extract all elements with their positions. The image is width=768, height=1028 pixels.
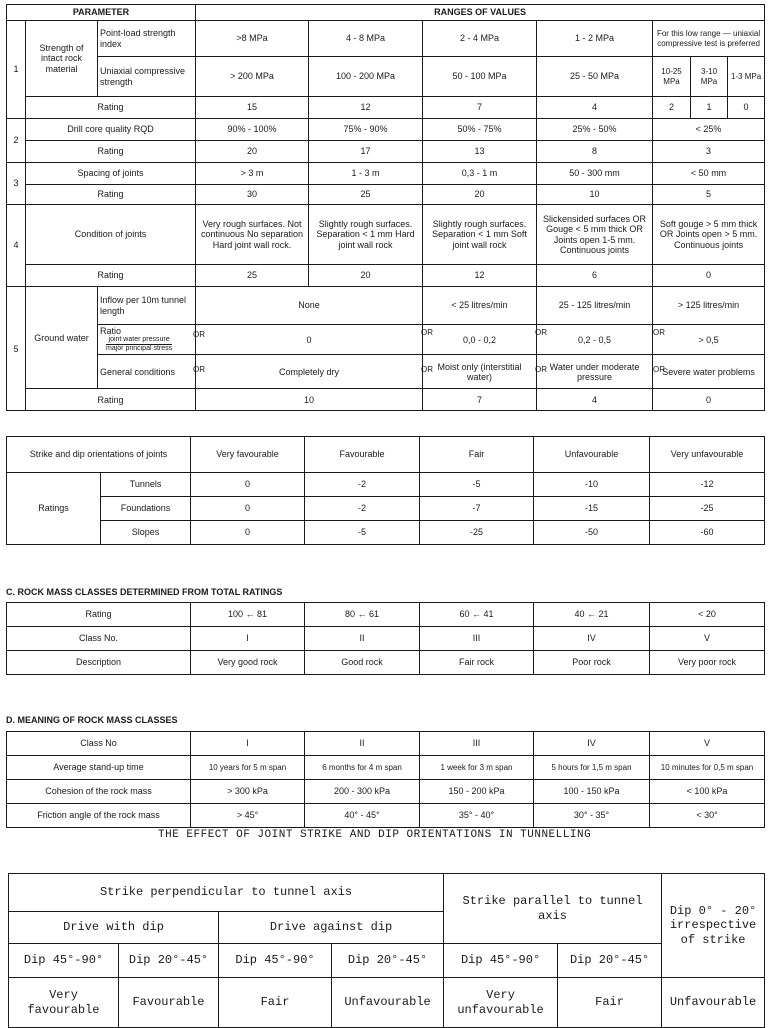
rating-value: 7 — [423, 389, 537, 411]
rating-label: Rating — [26, 265, 196, 287]
spacing-value: > 3 m — [196, 163, 309, 185]
dip-range: Dip 45°-90° — [9, 944, 119, 978]
rating-value: 5 — [653, 185, 765, 205]
param-number: 4 — [7, 205, 26, 287]
rqd-value: 75% - 90% — [309, 119, 423, 141]
adjustment-value: -2 — [305, 473, 420, 497]
dip-irrespective-header: Dip 0° - 20° irrespective of strike — [662, 874, 765, 978]
rating-value: 8 — [537, 141, 653, 163]
rating-value: 0 — [653, 265, 765, 287]
rating-value: 3 — [653, 141, 765, 163]
or-marker: OR — [421, 365, 433, 374]
condition-value: Slickensided surfaces OR Gouge < 5 mm thick OR Joints open 1-5 mm. Continuous joints — [537, 205, 653, 265]
rating-value: 2 — [653, 97, 691, 119]
class-no-label: Class No. — [7, 627, 191, 651]
inflow-value: > 125 litres/min — [653, 287, 765, 325]
parameter-header: PARAMETER — [7, 5, 196, 21]
ratio-value: > 0,5 — [653, 325, 765, 355]
rqd-value: 90% - 100% — [196, 119, 309, 141]
condition-value: Soft gouge > 5 mm thick OR Joints open > 5 mm. Continuous joints — [653, 205, 765, 265]
ratio-value: 0,2 - 0,5 — [537, 325, 653, 355]
general-value: Severe water problems — [653, 355, 765, 389]
or-marker: OR — [421, 328, 433, 337]
total-rating-range: 80 ← 61 — [305, 603, 420, 627]
pli-value: >8 MPa — [196, 21, 309, 57]
friction-angle-value: 40° - 45° — [305, 804, 420, 828]
class-description: Fair rock — [420, 651, 534, 675]
or-marker: OR — [535, 365, 547, 374]
ratio-value: 0 — [196, 325, 423, 355]
total-rating-range: 40 ← 21 — [534, 603, 650, 627]
adjustment-value: -50 — [534, 521, 650, 545]
ucs-low-value: 10-25 MPa — [653, 57, 691, 97]
ucs-label: Uniaxial compressive strength — [98, 57, 196, 97]
rating-label: Rating — [26, 141, 196, 163]
orientation-class: Unfavourable — [534, 437, 650, 473]
point-load-label: Point-load strength index — [98, 21, 196, 57]
cohesion-value: 150 - 200 kPa — [420, 780, 534, 804]
inflow-value: 25 - 125 litres/min — [537, 287, 653, 325]
adjustment-value: -60 — [650, 521, 765, 545]
or-marker: OR — [653, 365, 665, 374]
condition-value: Slightly rough surfaces. Separation < 1 mm Soft joint wall rock — [423, 205, 537, 265]
param-number: 5 — [7, 287, 26, 411]
dip-range: Dip 45°-90° — [444, 944, 558, 978]
section-d-title: D. MEANING OF ROCK MASS CLASSES — [6, 715, 178, 725]
ranges-header: RANGES OF VALUES — [196, 5, 765, 21]
adjustment-value: -12 — [650, 473, 765, 497]
param-spacing-label: Spacing of joints — [26, 163, 196, 185]
spacing-value: 50 - 300 mm — [537, 163, 653, 185]
adjustment-value: 0 — [191, 497, 305, 521]
class-no: V — [650, 732, 765, 756]
rating-value: 20 — [196, 141, 309, 163]
pli-value: 1 - 2 MPa — [537, 21, 653, 57]
rating-value: 10 — [537, 185, 653, 205]
rating-value: 25 — [196, 265, 309, 287]
orientation-result: Very favourable — [9, 978, 119, 1028]
adjustment-value: 0 — [191, 473, 305, 497]
class-no: V — [650, 627, 765, 651]
cohesion-value: < 100 kPa — [650, 780, 765, 804]
rating-value: 20 — [423, 185, 537, 205]
param-number: 3 — [7, 163, 26, 205]
spacing-value: 1 - 3 m — [309, 163, 423, 185]
class-no: IV — [534, 627, 650, 651]
class-no: I — [191, 627, 305, 651]
slopes-label: Slopes — [101, 521, 191, 545]
class-no: II — [305, 627, 420, 651]
rating-value: 4 — [537, 389, 653, 411]
class-no-label: Class No — [7, 732, 191, 756]
or-marker: OR — [653, 328, 665, 337]
standup-time: 5 hours for 1,5 m span — [534, 756, 650, 780]
condition-value: Very rough surfaces. Not continuous No separation Hard joint wall rock. — [196, 205, 309, 265]
orientation-result: Fair — [219, 978, 332, 1028]
ratio-fraction — [106, 336, 172, 353]
friction-angle-label: Friction angle of the rock mass — [7, 804, 191, 828]
orientation-result: Unfavourable — [662, 978, 765, 1028]
rqd-value: < 25% — [653, 119, 765, 141]
rating-value: 12 — [309, 97, 423, 119]
orientation-result: Fair — [558, 978, 662, 1028]
rating-value: 6 — [537, 265, 653, 287]
cohesion-value: 100 - 150 kPa — [534, 780, 650, 804]
orientation-class: Very favourable — [191, 437, 305, 473]
general-value: Moist only (interstitial water) — [423, 355, 537, 389]
total-rating-range: < 20 — [650, 603, 765, 627]
pli-value: 2 - 4 MPa — [423, 21, 537, 57]
total-rating-range: 100 ← 81 — [191, 603, 305, 627]
ratio-label: Ratio — [100, 326, 122, 336]
total-rating-range: 60 ← 41 — [420, 603, 534, 627]
dip-range: Dip 20°-45° — [558, 944, 662, 978]
param-strength-label: Strength of intact rock material — [26, 21, 98, 97]
rqd-value: 25% - 50% — [537, 119, 653, 141]
rating-value: 12 — [423, 265, 537, 287]
effect-title: THE EFFECT OF JOINT STRIKE AND DIP ORIENTATIONS IN TUNNELLING — [158, 829, 592, 841]
rating-value: 0 — [653, 389, 765, 411]
orientation-class: Very unfavourable — [650, 437, 765, 473]
cohesion-value: 200 - 300 kPa — [305, 780, 420, 804]
rating-value: 30 — [196, 185, 309, 205]
rating-value: 20 — [309, 265, 423, 287]
standup-time: 6 months for 4 m span — [305, 756, 420, 780]
rating-value: 7 — [423, 97, 537, 119]
rating-label: Rating — [26, 389, 196, 411]
adjustment-value: -5 — [305, 521, 420, 545]
ratio-label-cell — [98, 325, 196, 355]
ucs-low-value: 1-3 MPa — [728, 57, 765, 97]
adjustment-value: -5 — [420, 473, 534, 497]
class-no: IV — [534, 732, 650, 756]
rating-value: 17 — [309, 141, 423, 163]
strike-perpendicular-header: Strike perpendicular to tunnel axis — [9, 874, 444, 912]
class-no: I — [191, 732, 305, 756]
ucs-value: > 200 MPa — [196, 57, 309, 97]
friction-angle-value: < 30° — [650, 804, 765, 828]
adjustment-value: -2 — [305, 497, 420, 521]
adjustment-value: 0 — [191, 521, 305, 545]
ratio-value: 0,0 - 0,2 — [423, 325, 537, 355]
rating-value: 13 — [423, 141, 537, 163]
parameters-table — [6, 4, 765, 411]
or-marker: OR — [193, 330, 205, 339]
general-conditions-label: General conditions — [98, 355, 196, 389]
foundations-label: Foundations — [101, 497, 191, 521]
standup-time: 10 years for 5 m span — [191, 756, 305, 780]
orientation-header: Strike and dip orientations of joints — [7, 437, 191, 473]
orientation-adjustment-table — [6, 436, 765, 545]
orientation-result: Very unfavourable — [444, 978, 558, 1028]
rating-value: 1 — [691, 97, 728, 119]
drive-against-dip-header: Drive against dip — [219, 912, 444, 944]
dip-range: Dip 20°-45° — [332, 944, 444, 978]
pli-value: 4 - 8 MPa — [309, 21, 423, 57]
inflow-value: < 25 litres/min — [423, 287, 537, 325]
rating-label: Rating — [26, 185, 196, 205]
or-marker: OR — [535, 328, 547, 337]
or-marker: OR — [193, 365, 205, 374]
inflow-value: None — [196, 287, 423, 325]
standup-time: 1 week for 3 m span — [420, 756, 534, 780]
orientation-result: Favourable — [119, 978, 219, 1028]
class-meaning-table — [6, 731, 765, 828]
general-value: Completely dry — [196, 355, 423, 389]
strike-dip-effect-table — [8, 873, 765, 1028]
rating-value: 0 — [728, 97, 765, 119]
class-no: II — [305, 732, 420, 756]
standup-time: 10 minutes for 0,5 m span — [650, 756, 765, 780]
adjustment-value: -15 — [534, 497, 650, 521]
rating-value: 4 — [537, 97, 653, 119]
description-label: Description — [7, 651, 191, 675]
class-description: Good rock — [305, 651, 420, 675]
standup-time-label: Average stand-up time — [7, 756, 191, 780]
param-number: 2 — [7, 119, 26, 163]
rating-label: Rating — [26, 97, 196, 119]
rating-value: 10 — [196, 389, 423, 411]
class-description: Poor rock — [534, 651, 650, 675]
condition-value: Slightly rough surfaces. Separation < 1 mm Hard joint wall rock — [309, 205, 423, 265]
dip-range: Dip 45°-90° — [219, 944, 332, 978]
dip-range: Dip 20°-45° — [119, 944, 219, 978]
param-rqd-label: Drill core quality RQD — [26, 119, 196, 141]
adjustment-value: -7 — [420, 497, 534, 521]
tunnels-label: Tunnels — [101, 473, 191, 497]
low-range-note: For this low range — uniaxial compressive test is preferred — [653, 21, 765, 57]
ucs-value: 25 - 50 MPa — [537, 57, 653, 97]
ratio-numerator: joint water pressure — [106, 336, 172, 345]
ucs-value: 100 - 200 MPa — [309, 57, 423, 97]
adjustment-value: -25 — [650, 497, 765, 521]
orientation-class: Favourable — [305, 437, 420, 473]
adjustment-value: -10 — [534, 473, 650, 497]
strike-parallel-header: Strike parallel to tunnel axis — [444, 874, 662, 944]
section-c-title: C. ROCK MASS CLASSES DETERMINED FROM TOTAL RATINGS — [6, 587, 283, 597]
rating-label: Rating — [7, 603, 191, 627]
rating-value: 15 — [196, 97, 309, 119]
adjustment-value: -25 — [420, 521, 534, 545]
drive-with-dip-header: Drive with dip — [9, 912, 219, 944]
rock-mass-classes-table — [6, 602, 765, 675]
rqd-value: 50% - 75% — [423, 119, 537, 141]
spacing-value: 0,3 - 1 m — [423, 163, 537, 185]
friction-angle-value: 35° - 40° — [420, 804, 534, 828]
ratio-denominator: major principal stress — [106, 345, 173, 353]
param-groundwater-label: Ground water — [26, 287, 98, 389]
friction-angle-value: 30° - 35° — [534, 804, 650, 828]
orientation-class: Fair — [420, 437, 534, 473]
class-no: III — [420, 627, 534, 651]
cohesion-label: Cohesion of the rock mass — [7, 780, 191, 804]
param-condition-label: Condition of joints — [26, 205, 196, 265]
ratings-label: Ratings — [7, 473, 101, 545]
friction-angle-value: > 45° — [191, 804, 305, 828]
cohesion-value: > 300 kPa — [191, 780, 305, 804]
orientation-result: Unfavourable — [332, 978, 444, 1028]
rating-value: 25 — [309, 185, 423, 205]
spacing-value: < 50 mm — [653, 163, 765, 185]
general-value: Water under moderate pressure — [537, 355, 653, 389]
class-no: III — [420, 732, 534, 756]
class-description: Very poor rock — [650, 651, 765, 675]
ucs-low-value: 3-10 MPa — [691, 57, 728, 97]
param-number: 1 — [7, 21, 26, 119]
class-description: Very good rock — [191, 651, 305, 675]
ucs-value: 50 - 100 MPa — [423, 57, 537, 97]
inflow-label: Inflow per 10m tunnel length — [98, 287, 196, 325]
